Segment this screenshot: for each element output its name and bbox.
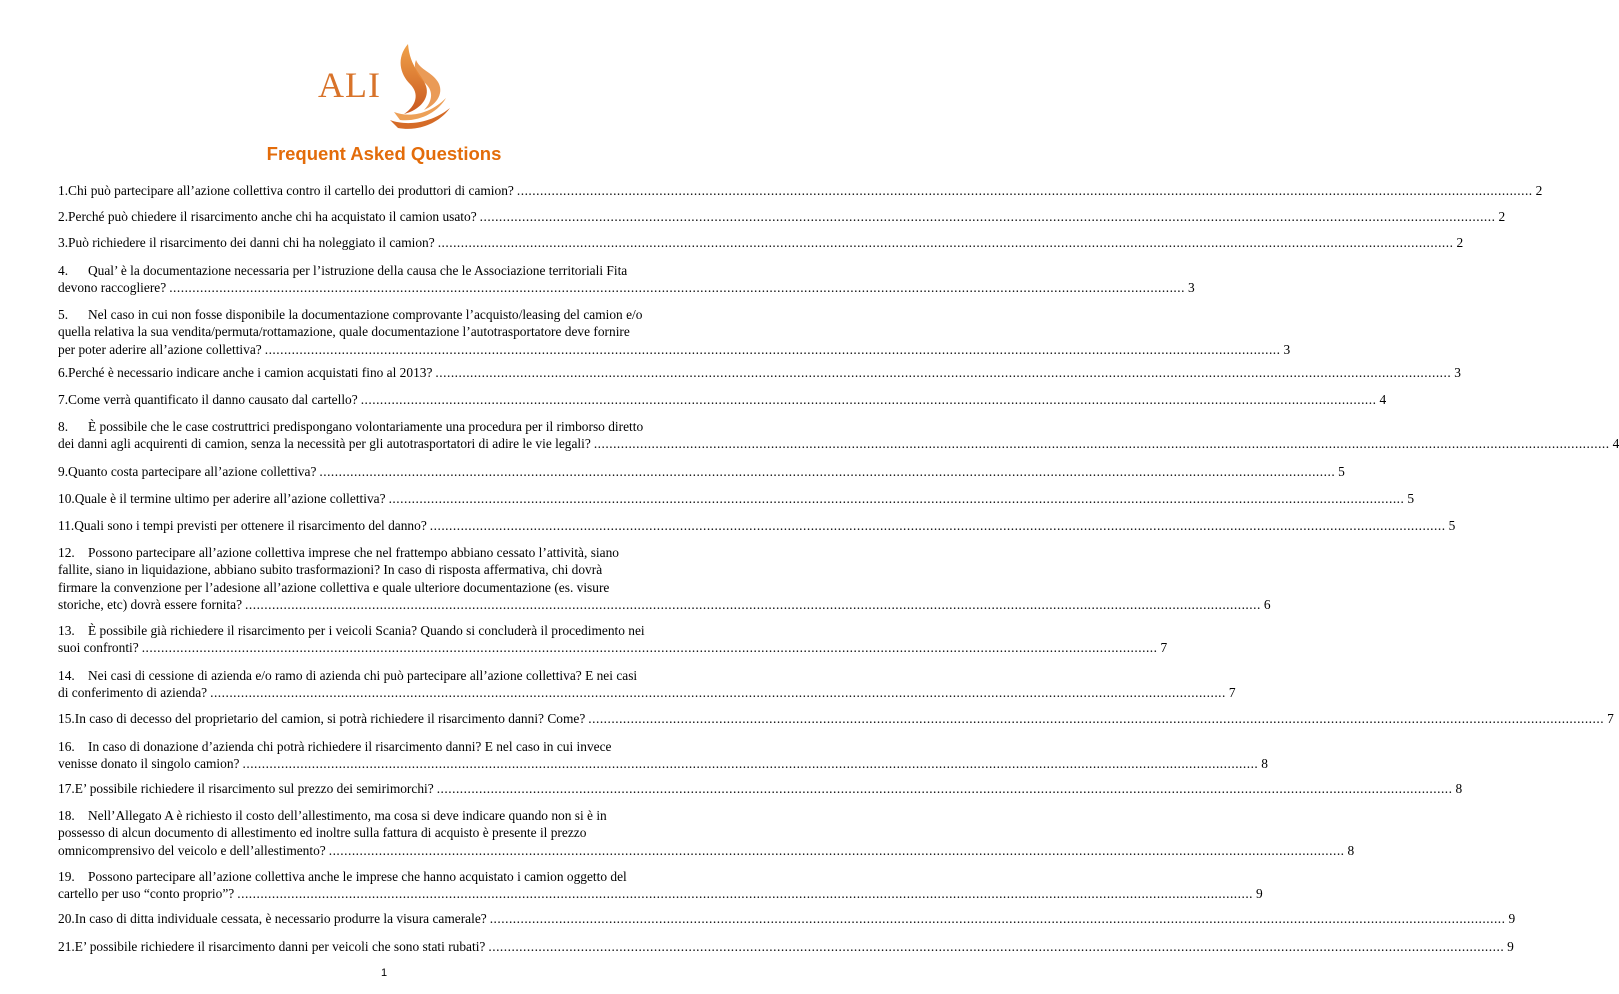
toc-line — [58, 780, 1463, 797]
toc-number: 12. — [58, 545, 75, 560]
toc-page-number: 8 — [1455, 781, 1463, 796]
toc-number: 18. — [58, 808, 75, 823]
toc-number: 16. — [58, 739, 75, 754]
dot-leader — [517, 182, 1533, 199]
toc-line — [58, 579, 698, 596]
dot-leader — [480, 208, 1496, 225]
toc-entry[interactable] — [58, 807, 1355, 859]
toc-entry[interactable] — [58, 418, 1619, 453]
toc-line — [58, 622, 698, 639]
toc-line — [58, 490, 1415, 507]
toc-text: devono raccogliere? — [58, 280, 167, 296]
toc-text: Perché può chiedere il risarcimento anche chi ha acquistato il camion usato? — [68, 209, 477, 224]
toc-entry[interactable] — [58, 234, 1464, 251]
toc-text: per poter aderire all’azione collettiva? — [58, 341, 262, 357]
toc-text: suoi confronti? — [58, 640, 139, 656]
dot-leader — [588, 710, 1604, 727]
toc-line — [58, 418, 698, 435]
toc-number: 2. — [58, 209, 69, 224]
toc-text: E’ possibile richiedere il risarcimento danni per veicoli che sono stati rubati? — [74, 939, 486, 954]
toc-number: 7. — [58, 392, 69, 407]
toc-page-number: 9 — [1256, 886, 1263, 902]
toc-line — [58, 868, 698, 885]
toc-line — [58, 234, 1464, 251]
toc-number: 21. — [58, 939, 75, 954]
toc-line — [58, 517, 1456, 534]
toc-page-number: 7 — [1228, 685, 1236, 701]
toc-text: Possono partecipare all’azione collettiva anche le imprese che hanno acquistato i camion oggetto del — [88, 869, 627, 884]
toc-line — [58, 435, 1619, 452]
toc-page-number: 3 — [1454, 365, 1461, 380]
toc-entry[interactable] — [58, 208, 1506, 225]
dot-leader — [329, 842, 1345, 859]
toc-page-number: 4 — [1612, 436, 1619, 452]
toc-text: Nei casi di cessione di azienda e/o ramo di azienda chi può partecipare all’azione collettiva? E nei casi — [88, 668, 638, 683]
toc-line — [58, 306, 698, 323]
toc-text: Quanto costa partecipare all’azione collettiva? — [68, 464, 317, 479]
toc-text: storiche, etc) dovrà essere fornita? — [58, 596, 243, 612]
dot-leader — [142, 639, 1158, 656]
page-title: Frequent Asked Questions — [266, 143, 502, 164]
dot-leader — [488, 938, 1504, 955]
dot-leader — [361, 391, 1377, 408]
toc-line — [58, 323, 698, 340]
toc-line — [58, 824, 698, 841]
toc-text: Quali sono i tempi previsti per ottenere il risarcimento del danno? — [74, 518, 427, 533]
toc-text: venisse donato il singolo camion? — [58, 756, 240, 772]
toc-page-number: 9 — [1508, 911, 1516, 926]
toc-text: In caso di decesso del proprietario del camion, si potrà richiedere il risarcimento danni? Come? — [74, 711, 586, 726]
ali-logo — [318, 40, 448, 140]
toc-text: È possibile già richiedere il risarcimento per i veicoli Scania? Quando si concluderà il procedimento nei — [88, 623, 645, 638]
toc-entry[interactable] — [58, 306, 1291, 358]
toc-text: In caso di donazione d’azienda chi potrà richiedere il risarcimento danni? E nel caso in cui invece — [88, 739, 612, 754]
toc-number: 5. — [58, 307, 69, 322]
dot-leader — [437, 780, 1453, 797]
toc-text: E’ possibile richiedere il risarcimento sul prezzo dei semirimorchi? — [74, 781, 434, 796]
toc-page-number: 7 — [1160, 640, 1168, 656]
toc-entry[interactable] — [58, 667, 1236, 702]
toc-page-number: 2 — [1535, 183, 1543, 198]
toc-page-number: 7 — [1607, 711, 1614, 726]
toc-page-number: 5 — [1338, 464, 1345, 479]
toc-line — [58, 182, 1543, 199]
dot-leader — [265, 341, 1281, 358]
toc-entry[interactable] — [58, 544, 1271, 613]
toc-line — [58, 596, 1271, 613]
dot-leader — [389, 490, 1405, 507]
dot-leader — [430, 517, 1446, 534]
page-number: 1 — [380, 967, 388, 979]
flame-icon — [390, 40, 452, 132]
toc-number: 13. — [58, 623, 75, 638]
toc-page-number: 9 — [1507, 939, 1514, 954]
dot-leader — [245, 596, 1261, 613]
toc-text: Possono partecipare all’azione collettiva imprese che nel frattempo abbiano cessato l’attività, siano — [88, 545, 619, 560]
toc-text: Chi può partecipare all’azione collettiva contro il cartello dei produttori di camion? — [68, 183, 514, 198]
toc-number: 3. — [58, 235, 69, 250]
toc-line — [58, 262, 698, 279]
dot-leader — [438, 234, 1454, 251]
toc-entry[interactable] — [58, 738, 1268, 773]
toc-entry[interactable] — [58, 182, 1543, 199]
toc-entry[interactable] — [58, 710, 1614, 727]
dot-leader — [210, 684, 1226, 701]
dot-leader — [319, 463, 1335, 480]
toc-number: 20. — [58, 911, 75, 926]
toc-page-number: 6 — [1263, 596, 1271, 612]
toc-number: 14. — [58, 668, 75, 683]
toc-page-number: 5 — [1448, 518, 1456, 533]
toc-entry[interactable] — [58, 391, 1387, 408]
toc-text: Qual’ è la documentazione necessaria per l’istruzione della causa che le Associazione territoriali Fita — [88, 263, 628, 278]
toc-line — [58, 341, 1291, 358]
toc-page-number: 5 — [1407, 491, 1415, 506]
dot-leader — [594, 435, 1610, 452]
toc-page-number: 8 — [1347, 842, 1355, 858]
toc-text: Come verrà quantificato il danno causato dal cartello? — [68, 392, 358, 407]
toc-text: quella relativa la sua vendita/permuta/rottamazione, quale documentazione l’autotrasportatore deve fornire — [58, 324, 630, 340]
toc-text: Nell’Allegato A è richiesto il costo dell’allestimento, ma cosa si deve indicare quando non si è in — [88, 808, 607, 823]
toc-entry[interactable] — [58, 910, 1516, 927]
toc-number: 19. — [58, 869, 75, 884]
logo-text: ALI — [318, 65, 381, 105]
toc-line — [58, 279, 1195, 296]
toc-text: In caso di ditta individuale cessata, è necessario produrre la visura camerale? — [74, 911, 487, 926]
toc-line — [58, 684, 1236, 701]
toc-entry[interactable] — [58, 490, 1415, 507]
toc-line — [58, 667, 698, 684]
toc-page-number: 2 — [1498, 209, 1506, 224]
toc-line — [58, 938, 1514, 955]
toc-entry[interactable] — [58, 622, 1168, 657]
toc-text: di conferimento di azienda? — [58, 685, 208, 701]
toc-line — [58, 364, 1461, 381]
toc-entry[interactable] — [58, 364, 1461, 381]
toc-entry[interactable] — [58, 938, 1514, 955]
toc-line — [58, 885, 1263, 902]
toc-number: 15. — [58, 711, 75, 726]
toc-page-number: 3 — [1187, 280, 1195, 296]
toc-entry[interactable] — [58, 780, 1463, 797]
toc-line — [58, 755, 1268, 772]
toc-text: cartello per uso “conto proprio”? — [58, 886, 235, 902]
toc-line — [58, 910, 1516, 927]
toc-line — [58, 544, 698, 561]
toc-entry[interactable] — [58, 262, 1195, 297]
toc-line — [58, 463, 1345, 480]
toc-number: 6. — [58, 365, 69, 380]
toc-page-number: 4 — [1379, 392, 1387, 407]
toc-text: fallite, siano in liquidazione, abbiano subito trasformazioni? In caso di risposta affermativa, chi dovrà — [58, 562, 603, 578]
toc-text: omnicomprensivo del veicolo e dell’allestimento? — [58, 842, 326, 858]
toc-page-number: 2 — [1456, 235, 1464, 250]
toc-entry[interactable] — [58, 517, 1456, 534]
toc-line — [58, 639, 1168, 656]
toc-page-number: 3 — [1283, 341, 1291, 357]
toc-text: È possibile che le case costruttrici predispongano volontariamente una procedura per il rimborso diretto — [88, 419, 644, 434]
toc-line — [58, 710, 1614, 727]
toc-page-number: 8 — [1261, 756, 1268, 772]
toc-entry[interactable] — [58, 868, 1263, 903]
dot-leader — [435, 364, 1451, 381]
toc-number: 17. — [58, 781, 75, 796]
dot-leader — [169, 279, 1185, 296]
toc-line — [58, 807, 698, 824]
toc-number: 1. — [58, 183, 69, 198]
toc-text: Nel caso in cui non fosse disponibile la documentazione comprovante l’acquisto/leasing del camion e/o — [88, 307, 643, 322]
toc-text: Quale è il termine ultimo per aderire all’azione collettiva? — [74, 491, 386, 506]
toc-text: firmare la convenzione per l’adesione all’azione collettiva e quale ulteriore documentazione (es. visure — [58, 579, 610, 595]
toc-line — [58, 561, 698, 578]
toc-entry[interactable] — [58, 463, 1345, 480]
dot-leader — [490, 910, 1506, 927]
toc-line — [58, 208, 1506, 225]
toc-number: 4. — [58, 263, 69, 278]
toc-line — [58, 842, 1355, 859]
dot-leader — [237, 885, 1253, 902]
toc-text: Può richiedere il risarcimento dei danni chi ha noleggiato il camion? — [68, 235, 435, 250]
toc-line — [58, 738, 698, 755]
toc-line — [58, 391, 1387, 408]
toc-number: 9. — [58, 464, 69, 479]
toc-text: possesso di alcun documento di allestimento ed inoltre sulla fattura di acquisto è presente il prezzo — [58, 825, 587, 841]
toc-text: dei danni agli acquirenti di camion, senza la necessità per gli autotrasportatori di adire le vie legali? — [58, 436, 591, 452]
toc-number: 10. — [58, 491, 75, 506]
toc-number: 11. — [58, 518, 75, 533]
toc-number: 8. — [58, 419, 69, 434]
dot-leader — [243, 755, 1259, 772]
toc-text: Perché è necessario indicare anche i camion acquistati fino al 2013? — [68, 365, 433, 380]
